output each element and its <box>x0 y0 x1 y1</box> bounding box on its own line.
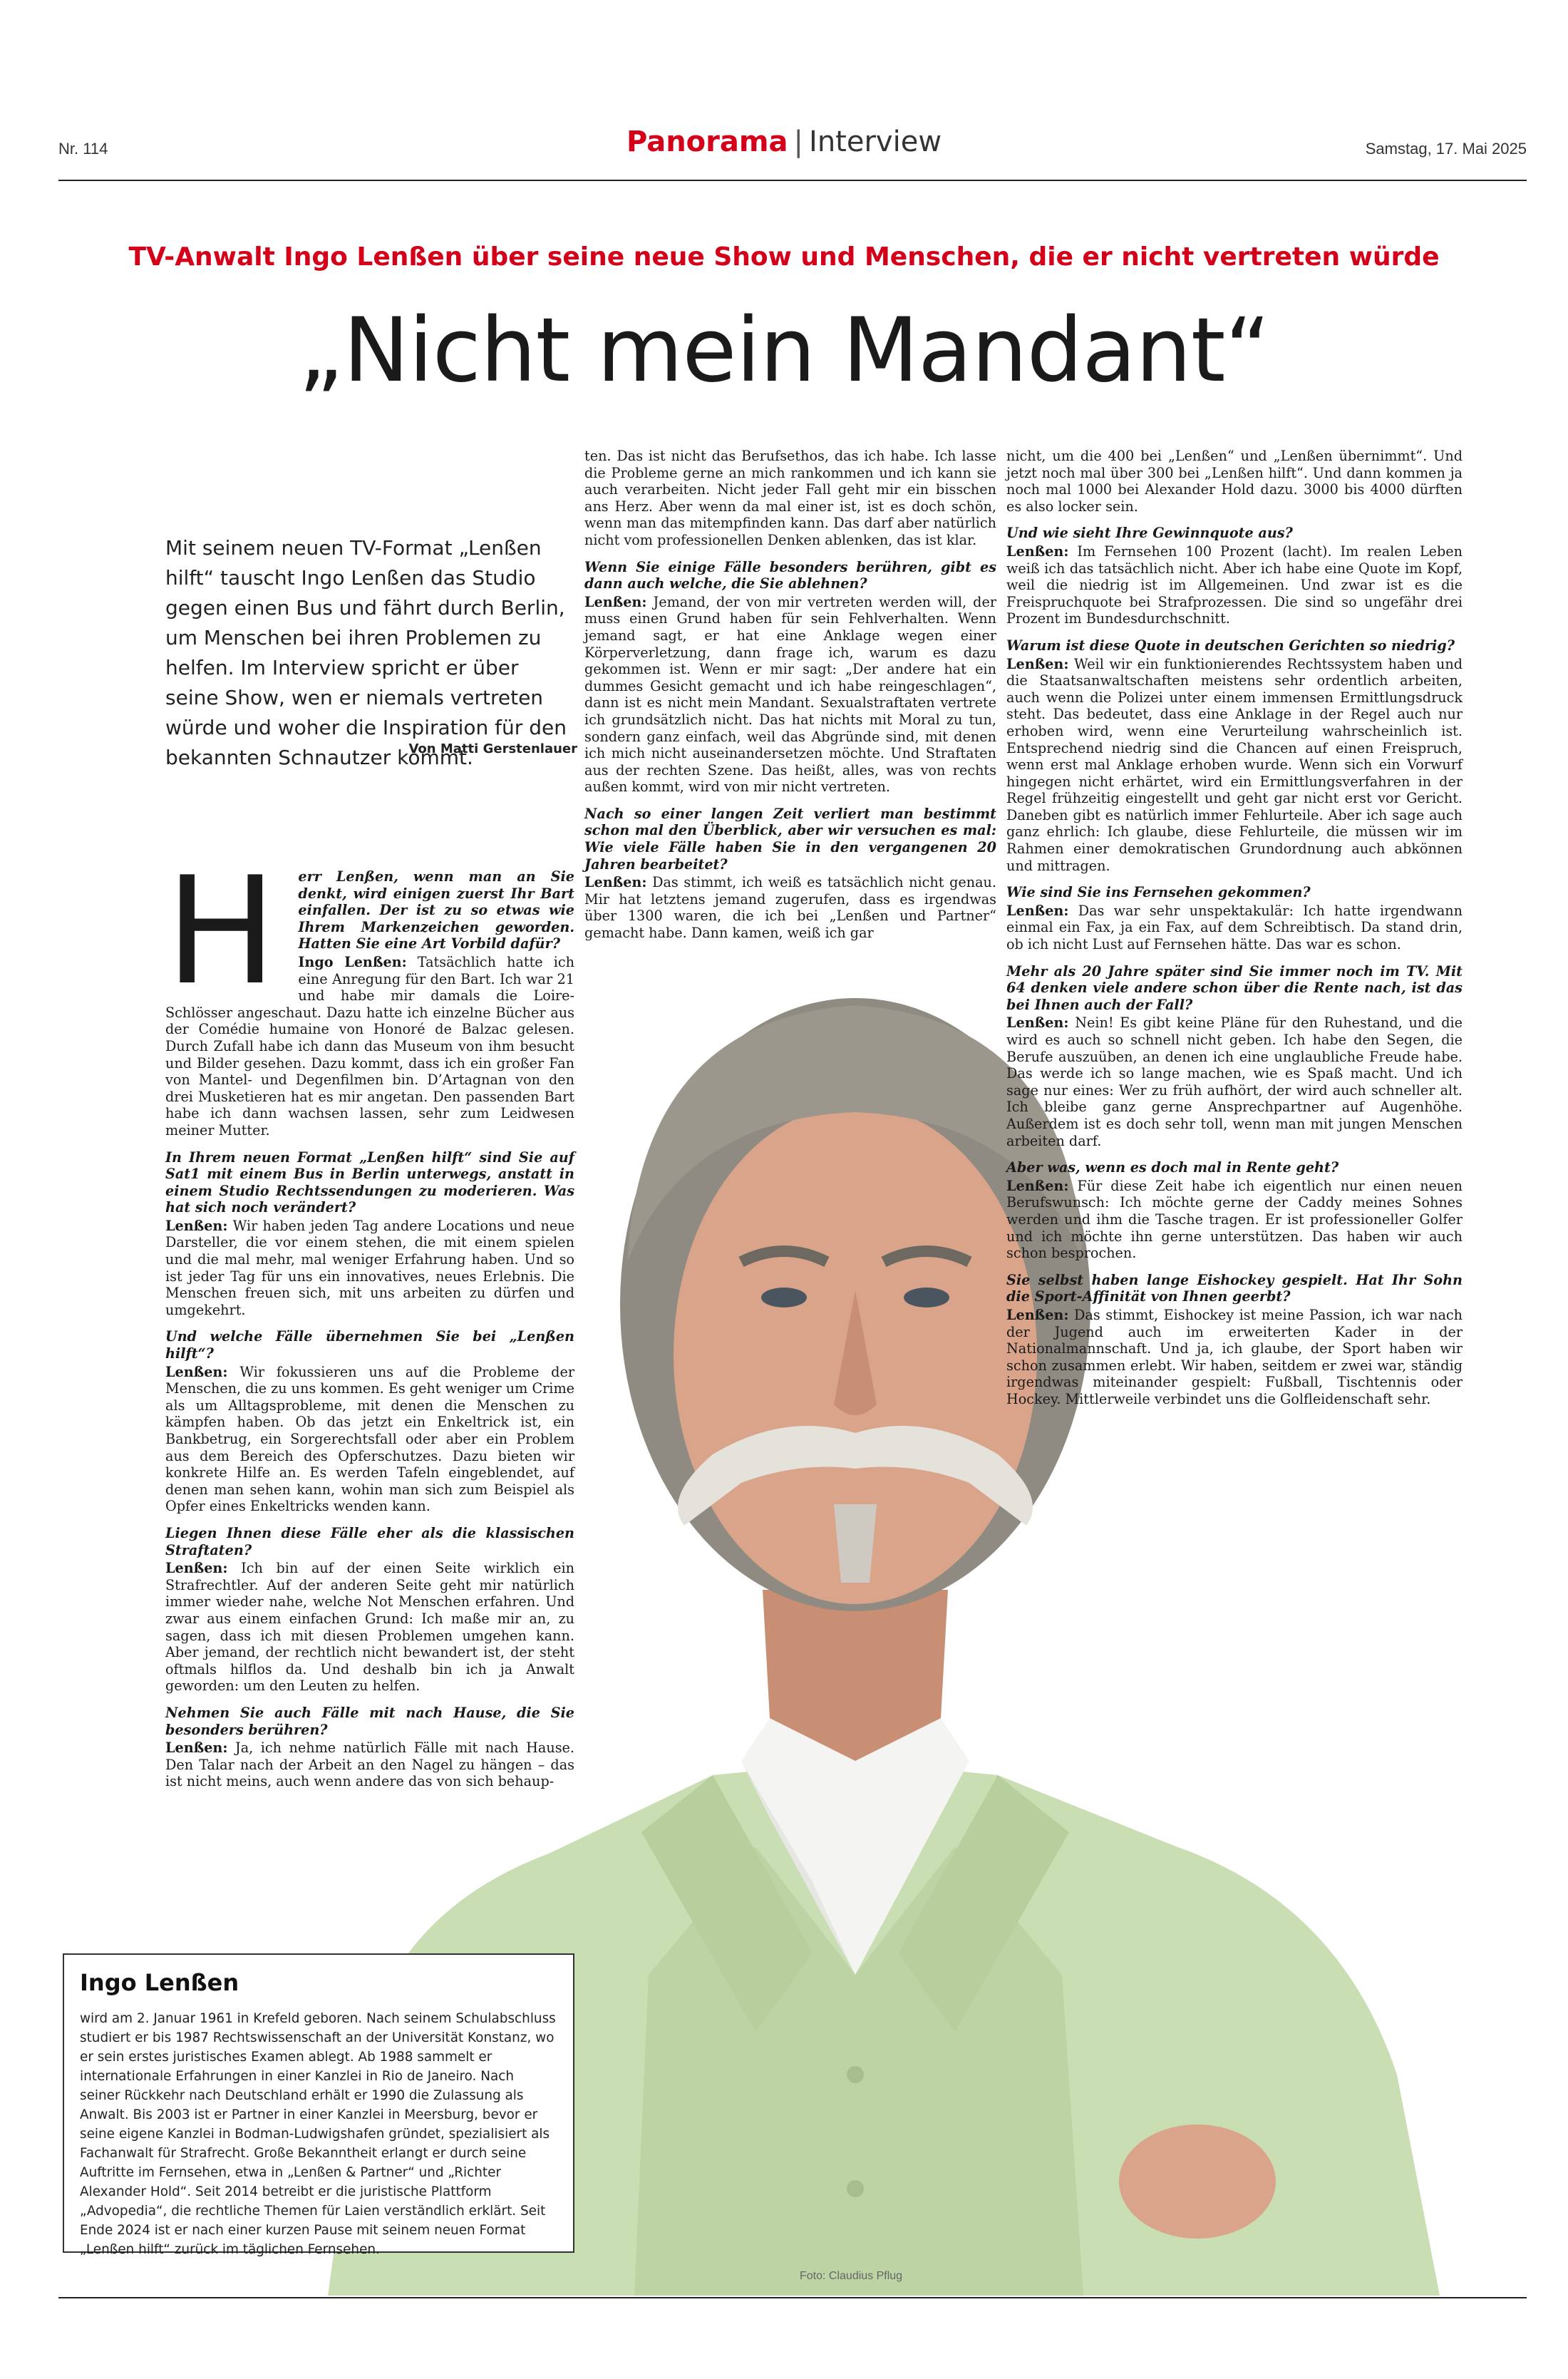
question-text: Nehmen Sie auch Fälle mit nach Hause, die Sie besonders berühren? <box>165 1704 574 1738</box>
qa-block <box>584 806 996 942</box>
qa-block <box>165 1149 574 1319</box>
subsection-name: Interview <box>809 125 942 158</box>
answer-text: Wir fokussieren uns auf die Probleme der Menschen, die zu uns kommen. Es geht weniger um Crime als um Alltagsprobleme, mit denen die Menschen zu kämpfen haben. Ob das jetzt ein Enkeltrick ist, ein Bankbetrug, ein Sorgerechtsfall oder aber ein Problem aus dem Bereich des Opferschutzes. Dazu bieten wir konkrete Hilfe an. Es werden Tafeln eingeblendet, auf denen man sehen kann, wohin man sich zum Beispiel als Opfer eines Enkeltricks wenden kann. <box>165 1363 574 1515</box>
drop-cap: H <box>165 846 277 1018</box>
answer-text: Weil wir ein funktionierendes Rechtssystem haben und die Staatsanwaltschaften meistens sehr ordentlich arbeiten, auch wenn die Polizei unter einem immensen Ermittlungsdruck steht. Das bedeutet, dass eine Anklage in der Regel auch nur erhoben wird, wenn eine Verurteilung wahrscheinlich ist. Entsprechend niedrig sind die Chancen auf einen Freispruch, wenn erst mal Anklage erhoben wurde. Wenn sich ein Vorwurf hingegen nicht erhärtet, wird ein Ermittlungsverfahren in der Regel frühzeitig eingestellt und geht gar nicht erst vor Gericht. Daneben gibt es natürlich immer Fehlurteile. Aber ich sage auch ganz ehrlich: Ich glaube, diese Fehlurteile, die müssen wir im Rahmen einer demokratischen Grundordnung auch abkönnen und mittragen. <box>1006 655 1463 874</box>
qa-block <box>165 846 574 1139</box>
answer-text: Das stimmt, Eishockey ist meine Passion, ich war nach der Jugend auch im erweiterten Kader in der Nationalmannschaft. Und ja, ich glaube, der Sport haben wir schon zusammen erlebt. Wir haben, seitdem er zwei war, ständig irgendwas miteinander gespielt: Fußball, Tischtennis oder Hockey. Mittlerweile verbindet uns die Golfleidenschaft sehr. <box>1006 1306 1463 1407</box>
article-teaser: Mit seinem neuen TV-Format „Lenßen hilft“ tauscht Ingo Lenßen das Studio gegen einen Bus und fährt durch Berlin, um Menschen bei ihren Problemen zu helfen. Im Interview spricht er über seine Show, wen er niemals vertreten würde und woher die Inspiration für den bekannten Schnautzer kommt. <box>165 536 567 769</box>
section-name: Panorama <box>626 125 788 158</box>
qa-block <box>1006 1272 1463 1408</box>
speaker-label: Lenßen: <box>165 1560 228 1577</box>
speaker-label: Ingo Lenßen: <box>298 953 407 970</box>
speaker-label: Lenßen: <box>165 1740 228 1757</box>
answer-text: Für diese Zeit habe ich eigentlich nur einen neuen Berufswunsch: Ich möchte gerne der Caddy meines Sohnes werden und ihm die Tasche tragen. Er ist professioneller Golfer und ich möchte ihn gerne unterstützen. Das haben wir auch schon besprochen. <box>1006 1177 1463 1262</box>
question-text: err Lenßen, wenn man an Sie denkt, wird einigen zuerst Ihr Bart einfallen. Der ist zu so etwas wie Ihrem Markenzeichen geworden. Hatten Sie eine Art Vorbild dafür? <box>298 868 574 952</box>
question-text: In Ihrem neuen Format „Lenßen hilft“ sind Sie auf Sat1 mit einem Bus in Berlin unterwegs, anstatt in einem Studio Rechtssendungen zu moderieren. Was hat sich noch verändert? <box>165 1149 574 1216</box>
speaker-label: Lenßen: <box>1006 902 1069 919</box>
question-text: Liegen Ihnen diese Fälle eher als die klassischen Straftaten? <box>165 1524 574 1558</box>
question-text: Und wie sieht Ihre Gewinnquote aus? <box>1006 525 1293 542</box>
footer-rule <box>58 2297 1527 2298</box>
question-text: Aber was, wenn es doch mal in Rente geht? <box>1006 1159 1339 1176</box>
qa-block <box>1006 1159 1463 1262</box>
question-text: Und welche Fälle übernehmen Sie bei „Lenßen hilft“? <box>165 1328 574 1362</box>
answer-text: nicht, um die 400 bei „Lenßen“ und „Lenßen übernimmt“. Und jetzt noch mal über 300 bei „Lenßen hilft“. Und dann kommen ja noch mal 1000 bei Alexander Hold dazu. 3000 bis 4000 dürften es also locker sein. <box>1006 448 1463 515</box>
article-column-3 <box>1006 448 1463 1417</box>
qa-block <box>1006 448 1463 515</box>
question-text: Wenn Sie einige Fälle besonders berühren, gibt es dann auch welche, die Sie ablehnen? <box>584 558 996 592</box>
answer-text: ten. Das ist nicht das Berufsethos, das ich habe. Ich lasse die Probleme gerne an mich rankommen und ich kann sie auch verarbeiten. Nicht jeder Fall geht mir ein bisschen ans Herz. Aber wenn da mal einer ist, ist es doch schön, wenn man das mitempfinden kann. Das darf aber natürlich nicht vom professionellen Denken ablenken, das ist klar. <box>584 448 996 548</box>
speaker-label: Lenßen: <box>1006 655 1069 672</box>
answer-text: Nein! Es gibt keine Pläne für den Ruhestand, und die wird es auch so schnell nicht geben. Ich habe den Segen, die Berufe auszuüben, an denen ich eine unglaubliche Freude habe. Das werde ich so lange machen, wie es Spaß macht. Und ich sage nur eines: Wer zu früh aufhört, der wird auch schneller alt. Ich bleibe ganz gerne Ansprechpartner auf Augenhöhe. Außerdem ist es doch sehr toll, wenn man mit jungen Menschen arbeiten darf. <box>1006 1014 1463 1149</box>
question-text: Nach so einer langen Zeit verliert man bestimmt schon mal den Überblick, aber wir versuchen es mal: Wie viele Fälle haben Sie in den vergangenen 20 Jahren bearbeitet? <box>584 805 996 873</box>
photo-credit: Foto: Claudius Pflug <box>800 2270 903 2282</box>
answer-text: Das war sehr unspektakulär: Ich hatte irgendwann einmal ein Fax, ja ein Fax, auf dem Schreibtisch. Da stand drin, ob ich nicht Lust auf Fernsehen hätte. Das war es schon. <box>1006 902 1463 953</box>
infobox-title: Ingo Lenßen <box>80 1969 239 1996</box>
section-header <box>0 125 1568 158</box>
speaker-label: Lenßen: <box>1006 1306 1069 1323</box>
article-headline: „Nicht mein Mandant“ <box>298 299 1270 402</box>
article-column-1 <box>165 846 574 1800</box>
article-byline: Von Matti Gerstenlauer <box>408 741 577 756</box>
qa-block <box>165 1525 574 1695</box>
speaker-label: Lenßen: <box>1006 1014 1069 1032</box>
answer-text: Tatsächlich hatte ich eine Anregung für den Bart. Ich war 21 und habe mir damals die Loire-Schlösser angeschaut. Dazu hatte ich einzelne Bücher aus der Comédie humaine von Honoré de Balzac gelesen. Durch Zufall habe ich dann das Museum von ihm besucht und Bilder gesehen. Dazu kommt, dass ich ein großer Fan von Mantel- und Degenfilmen bin. D’Artagnan von den drei Musketieren hat es mir angetan. Den passenden Bart habe ich dann wachsen lassen, sehr zum Leidwesen meiner Mutter. <box>165 953 574 1139</box>
article-column-2 <box>584 448 996 952</box>
qa-block <box>1006 884 1463 952</box>
speaker-label: Lenßen: <box>165 1363 228 1380</box>
answer-text: Im Fernsehen 100 Prozent (lacht). Im realen Leben weiß ich das tatsächlich nicht. Aber ich habe eine Quote im Kopf, weil die niedrig ist im Allgemeinen. Und zwar ist es die Freispruchquote bei Strafprozessen. Die sind so ungefähr drei Prozent im Bundesdurchschnitt. <box>1006 543 1463 627</box>
bio-infobox <box>63 1953 574 2257</box>
qa-block <box>584 559 996 796</box>
question-text: Mehr als 20 Jahre später sind Sie immer noch im TV. Mit 64 denken viele andere schon über die Rente nach, ist das bei Ihnen auch der Fall? <box>1006 962 1463 1013</box>
speaker-label: Lenßen: <box>584 593 647 610</box>
issue-number: Nr. 114 <box>58 140 108 158</box>
answer-text: Das stimmt, ich weiß es tatsächlich nicht genau. Mir hat letztens jemand zugerufen, dass es irgendwas über 1300 waren, die ich bei „Lenßen und Partner“ gemacht habe. Dann kamen, weiß ich gar <box>584 874 996 942</box>
issue-date: Samstag, 17. Mai 2025 <box>1365 140 1527 158</box>
article-kicker: TV-Anwalt Ingo Lenßen über seine neue Show und Menschen, die er nicht vertreten würde <box>128 242 1440 272</box>
qa-block <box>1006 637 1463 874</box>
answer-text: Jemand, der von mir vertreten werden will, der muss einen Grund haben für sein Fehlverhalten. Wenn jemand sagt, er hat eine Anklage wegen einer Körperverletzung, dann frage ich, warum es dazu gekommen ist. Wenn er mir sagt: „Der andere hat ein dummes Gesicht gemacht und ich habe reingeschlagen“, dann ist es nicht mein Mandant. Sexualstraftaten vertrete ich grundsätzlich nicht. Das hat nichts mit Moral zu tun, sondern ganz einfach, weil das Abgründe sind, mit denen ich mich nicht auseinandersetzen möchte. Und Straftaten aus der rechten Szene. Das heißt, alles, was von rechts außen kommt, wird von mir nicht vertreten. <box>584 593 996 796</box>
qa-block <box>584 448 996 549</box>
answer-text: Wir haben jeden Tag andere Locations und neue Darsteller, die vor einem stehen, die mit einem spielen und die mal mehr, mal weniger Erfahrung haben. Und so ist jeder Tag für uns ein innovatives, neues Erlebnis. Die Menschen freuen sich, mit uns arbeiten zu dürfen und umgekehrt. <box>165 1217 574 1318</box>
infobox-text: wird am 2. Januar 1961 in Krefeld geboren. Nach seinem Schulabschluss studiert er bis 1987 Rechtswissenschaft an der Universität Konstanz, wo er sein erstes juristisches Examen ablegt. Ab 1988 sammelt er internationale Erfahrungen in einer Kanzlei in Rio de Janeiro. Nach seiner Rückkehr nach Deutschland erhält er 1990 die Zulassung als Anwalt. Bis 2003 ist er Partner in einer Kanzlei in Meersburg, bevor er seine eigene Kanzlei in Bodman-Ludwigshafen gründet, spezialisiert als Fachanwalt für Strafrecht. Große Bekanntheit erlangt er durch seine Auftritte im Fernsehen, etwa in „Lenßen & Partner“ und „Richter Alexander Hold“. Seit 2014 betreibt er die juristische Plattform „Advopedia“, die rechtliche Themen für Laien verständlich erklärt. Seit Ende 2024 ist er nach einer kurzen Pause mit seinem neuen Format „Lenßen hilft“ zurück im täglichen Fernsehen. <box>80 2011 556 2257</box>
answer-text: Ich bin auf der einen Seite wirklich ein Strafrechtler. Auf der anderen Seite geht mir natürlich immer wieder nahe, welche Not Menschen erfahren. Und zwar aus einem einfachen Grund: Ich maße mir an, zu sagen, dass ich mit diesen Problemen umgehen kann. Aber jemand, der rechtlich nicht bewandert ist, der steht oftmals hilflos da. Und deshalb bin ich ja Anwalt geworden: um den Leuten zu helfen. <box>165 1560 574 1695</box>
speaker-label: Lenßen: <box>1006 543 1069 560</box>
speaker-label: Lenßen: <box>1006 1177 1069 1194</box>
answer-text: Ja, ich nehme natürlich Fälle mit nach Hause. Den Talar nach der Arbeit an den Nagel zu hängen – das ist nicht meins, auch wenn andere das von sich behaup- <box>165 1740 574 1790</box>
qa-block <box>1006 963 1463 1150</box>
question-text: Wie sind Sie ins Fernsehen gekommen? <box>1006 884 1311 901</box>
speaker-label: Lenßen: <box>584 874 647 891</box>
question-text: Sie selbst haben lange Eishockey gespielt. Hat Ihr Sohn die Sport-Affinität von Ihnen geerbt? <box>1006 1271 1463 1305</box>
speaker-label: Lenßen: <box>165 1217 228 1234</box>
qa-block <box>165 1705 574 1790</box>
section-separator: | <box>793 125 804 158</box>
qa-block <box>165 1328 574 1515</box>
question-text: Warum ist diese Quote in deutschen Gerichten so niedrig? <box>1006 637 1455 654</box>
qa-block <box>1006 525 1463 627</box>
header-rule <box>58 180 1527 181</box>
